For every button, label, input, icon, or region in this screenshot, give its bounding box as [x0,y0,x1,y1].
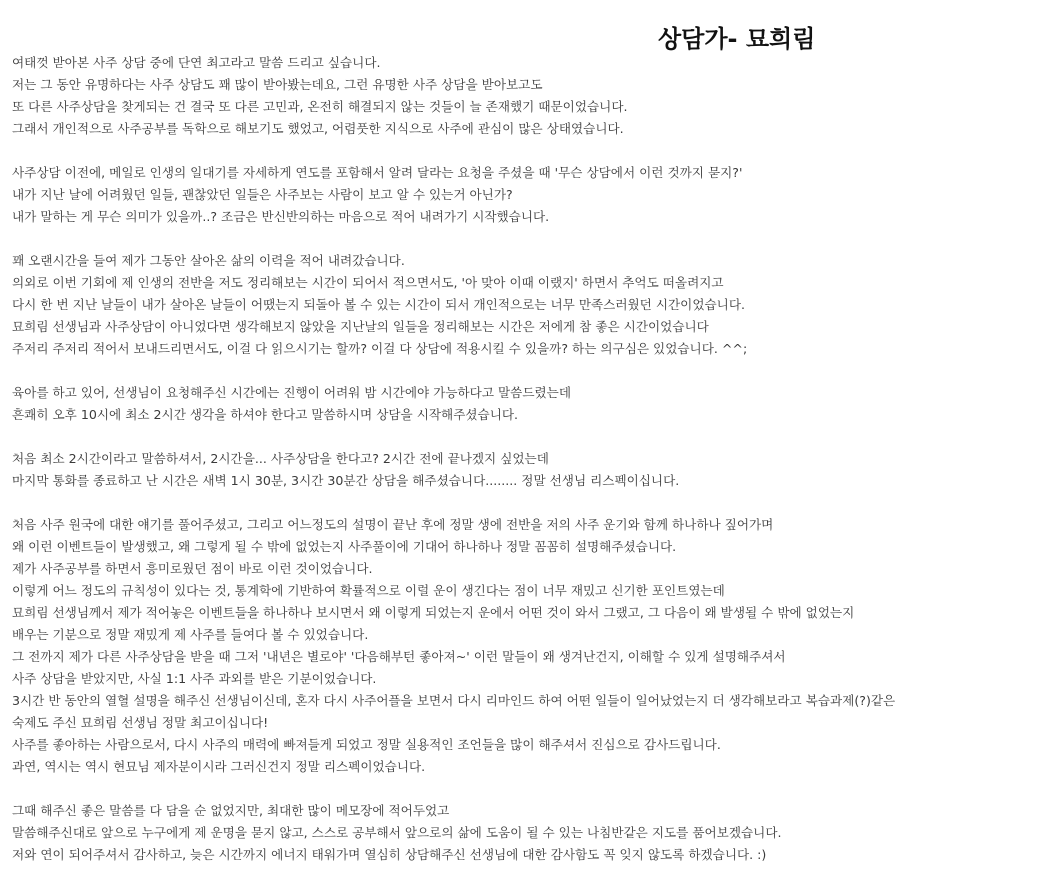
text-line: 사주 상담을 받았지만, 사실 1:1 사주 과외를 받은 기분이었습니다. [12,671,377,686]
paragraph [12,250,1039,360]
text-line: 꽤 오랜시간을 들여 제가 그동안 살아온 삶의 이력을 적어 내려갔습니다. [12,253,405,268]
text-line: 주저리 주저리 적어서 보내드리면서도, 이걸 다 읽으시기는 할까? 이걸 다 상담에 적용시킬 수 있을까? 하는 의구심은 있었습니다. ^^; [12,341,748,356]
text-line: 과연, 역시는 역시 현묘님 제자분이시라 그러신건지 정말 리스펙이었습니다. [12,759,426,774]
text-line: 내가 지난 날에 어려웠던 일들, 괜찮았던 일들은 사주보는 사람이 보고 알 수 있는거 아닌가? [12,187,513,202]
text-line: 또 다른 사주상담을 찾게되는 건 결국 또 다른 고민과, 온전히 해결되지 않는 것들이 늘 존재했기 때문이었습니다. [12,99,628,114]
text-line: 묘희림 선생님께서 제가 적어놓은 이벤트들을 하나하나 보시면서 왜 이렇게 되었는지 운에서 어떤 것이 와서 그랬고, 그 다음이 왜 발생될 수 밖에 없었는지 [12,605,855,620]
paragraph-spacer [12,778,1039,800]
text-line: 그때 해주신 좋은 말씀를 다 담을 순 없었지만, 최대한 많이 메모장에 적어두었고 [12,803,450,818]
text-line: 왜 이런 이벤트들이 발생했고, 왜 그렇게 될 수 밖에 없었는지 사주풀이에 기대어 하나하나 정말 꼼꼼히 설명해주셨습니다. [12,539,677,554]
page-title: 상담가- 묘희림 [658,25,816,53]
paragraph-spacer [12,426,1039,448]
text-line: 다시 한 번 지난 날들이 내가 살아온 날들이 어땠는지 되돌아 볼 수 있는 시간이 되서 개인적으로는 너무 만족스러웠던 시간이었습니다. [12,297,746,312]
text-line: 배우는 기분으로 정말 재밌게 제 사주를 들여다 볼 수 있었습니다. [12,627,369,642]
text-line: 사주상담 이전에, 메일로 인생의 일대기를 자세하게 연도를 포함해서 알려 달라는 요청을 주셨을 때 '무슨 상담에서 이런 것까지 묻지?' [12,165,743,180]
paragraph-spacer [12,492,1039,514]
text-line: 숙제도 주신 묘희림 선생님 정말 최고이십니다! [12,715,269,730]
paragraph [12,800,1039,866]
paragraph [12,162,1039,228]
review-body [12,52,1039,866]
text-line: 육아를 하고 있어, 선생님이 요청해주신 시간에는 진행이 어려워 밤 시간에야 가능하다고 말씀드렸는데 [12,385,571,400]
text-line: 이렇게 어느 정도의 규칙성이 있다는 것, 통계학에 기반하여 확률적으로 이럴 운이 생긴다는 점이 너무 재밌고 신기한 포인트였는데 [12,583,725,598]
text-line: 3시간 반 동안의 열혈 설명을 해주신 선생님이신데, 혼자 다시 사주어플을 보면서 다시 리마인드 하여 어떤 일들이 일어났었는지 더 생각해보라고 복습과제(?)같은 [12,693,896,708]
text-line: 처음 최소 2시간이라고 말씀하셔서, 2시간을... 사주상담을 한다고? 2시간 전에 끝나겠지 싶었는데 [12,451,549,466]
paragraph [12,448,1039,492]
text-line: 말씀해주신대로 앞으로 누구에게 제 운명을 묻지 않고, 스스로 공부해서 앞으로의 삶에 도움이 될 수 있는 나침반같은 지도를 품어보겠습니다. [12,825,782,840]
paragraph-spacer [12,228,1039,250]
text-line: 저와 연이 되어주셔서 감사하고, 늦은 시간까지 에너지 태워가며 열심히 상담해주신 선생님에 대한 감사함도 꼭 잊지 않도록 하겠습니다. :) [12,847,767,862]
text-line: 여태껏 받아본 사주 상담 중에 단연 최고라고 말씀 드리고 싶습니다. [12,55,381,70]
text-line: 그 전까지 제가 다른 사주상담을 받을 때 그저 '내년은 별로야' '다음해부턴 좋아져~' 이런 말들이 왜 생겨난건지, 이해할 수 있게 설명해주셔서 [12,649,786,664]
text-line: 사주를 좋아하는 사람으로서, 다시 사주의 매력에 빠져들게 되었고 정말 실용적인 조언들을 많이 해주셔서 진심으로 감사드립니다. [12,737,721,752]
text-line: 처음 사주 원국에 대한 얘기를 풀어주셨고, 그리고 어느정도의 설명이 끝난 후에 정말 생에 전반을 저의 사주 운기와 함께 하나하나 짚어가며 [12,517,774,532]
text-line: 저는 그 동안 유명하다는 사주 상담도 꽤 많이 받아봤는데요, 그런 유명한 사주 상담을 받아보고도 [12,77,543,92]
text-line: 내가 말하는 게 무슨 의미가 있을까..? 조금은 반신반의하는 마음으로 적어 내려가기 시작했습니다. [12,209,550,224]
text-line: 그래서 개인적으로 사주공부를 독학으로 해보기도 했었고, 어렴풋한 지식으로 사주에 관심이 많은 상태였습니다. [12,121,624,136]
paragraph-spacer [12,360,1039,382]
paragraph [12,514,1039,778]
paragraph-spacer [12,140,1039,162]
paragraph [12,382,1039,426]
text-line: 흔쾌히 오후 10시에 최소 2시간 생각을 하셔야 한다고 말씀하시며 상담을 시작해주셨습니다. [12,407,519,422]
text-line: 마지막 통화를 종료하고 난 시간은 새벽 1시 30분, 3시간 30분간 상담을 해주셨습니다........ 정말 선생님 리스펙이십니다. [12,473,680,488]
text-line: 의외로 이번 기회에 제 인생의 전반을 저도 정리해보는 시간이 되어서 적으면서도, '아 맞아 이때 이랬지' 하면서 추억도 떠올려지고 [12,275,724,290]
text-line: 묘희림 선생님과 사주상담이 아니었다면 생각해보지 않았을 지난날의 일들을 정리해보는 시간은 저에게 참 좋은 시간이었습니다 [12,319,709,334]
text-line: 제가 사주공부를 하면서 흥미로웠던 점이 바로 이런 것이었습니다. [12,561,373,576]
paragraph [12,52,1039,140]
